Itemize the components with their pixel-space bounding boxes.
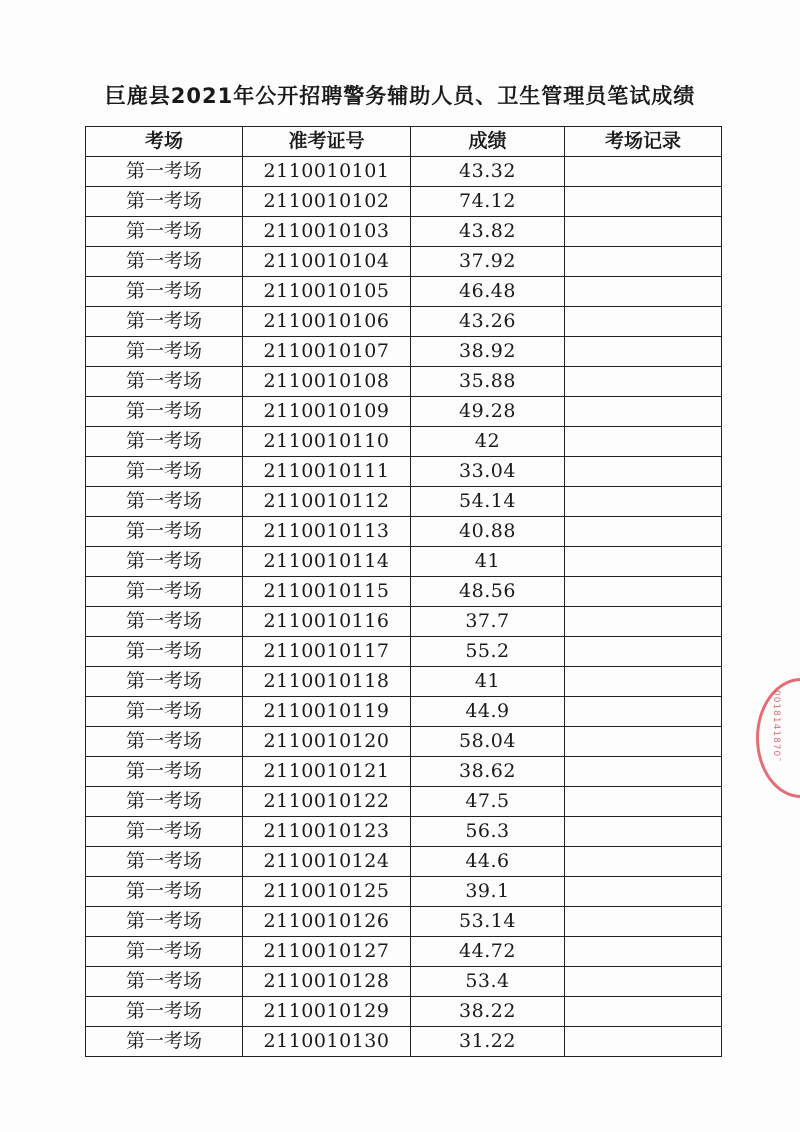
ticket-number-cell: 2110010111 [243, 457, 411, 487]
table-row [86, 997, 722, 1027]
room-record-cell [565, 1027, 722, 1057]
scores-table [85, 126, 722, 1057]
room-record-cell [565, 757, 722, 787]
ticket-number-cell: 2110010105 [243, 277, 411, 307]
score-cell: 38.22 [411, 997, 565, 1027]
score-cell: 53.4 [411, 967, 565, 997]
exam-room-cell: 第一考场 [86, 817, 243, 847]
column-header-room-record: 考场记录 [565, 127, 722, 157]
ticket-number-cell: 2110010103 [243, 217, 411, 247]
ticket-number-cell: 2110010127 [243, 937, 411, 967]
score-cell: 55.2 [411, 637, 565, 667]
table-row [86, 247, 722, 277]
table-row [86, 667, 722, 697]
room-record-cell [565, 337, 722, 367]
room-record-cell [565, 997, 722, 1027]
score-cell: 43.26 [411, 307, 565, 337]
exam-room-cell: 第一考场 [86, 907, 243, 937]
score-cell: 41 [411, 667, 565, 697]
room-record-cell [565, 667, 722, 697]
table-row [86, 757, 722, 787]
room-record-cell [565, 607, 722, 637]
score-cell: 37.7 [411, 607, 565, 637]
table-row [86, 427, 722, 457]
score-cell: 48.56 [411, 577, 565, 607]
room-record-cell [565, 517, 722, 547]
table-row [86, 397, 722, 427]
room-record-cell [565, 277, 722, 307]
room-record-cell [565, 817, 722, 847]
ticket-number-cell: 2110010101 [243, 157, 411, 187]
table-row [86, 847, 722, 877]
table-row [86, 727, 722, 757]
score-cell: 37.92 [411, 247, 565, 277]
score-cell: 44.9 [411, 697, 565, 727]
score-cell: 43.32 [411, 157, 565, 187]
ticket-number-cell: 2110010106 [243, 307, 411, 337]
exam-room-cell: 第一考场 [86, 547, 243, 577]
column-header-ticket-number: 准考证号 [243, 127, 411, 157]
exam-room-cell: 第一考场 [86, 1027, 243, 1057]
exam-room-cell: 第一考场 [86, 757, 243, 787]
column-header-exam-room: 考场 [86, 127, 243, 157]
ticket-number-cell: 2110010120 [243, 727, 411, 757]
seal-stamp-number: 0018141870¯ [771, 690, 781, 763]
exam-room-cell: 第一考场 [86, 307, 243, 337]
exam-room-cell: 第一考场 [86, 667, 243, 697]
ticket-number-cell: 2110010104 [243, 247, 411, 277]
room-record-cell [565, 877, 722, 907]
table-row [86, 157, 722, 187]
exam-room-cell: 第一考场 [86, 397, 243, 427]
exam-room-cell: 第一考场 [86, 487, 243, 517]
ticket-number-cell: 2110010128 [243, 967, 411, 997]
ticket-number-cell: 2110010117 [243, 637, 411, 667]
score-cell: 40.88 [411, 517, 565, 547]
table-row [86, 937, 722, 967]
score-cell: 42 [411, 427, 565, 457]
room-record-cell [565, 697, 722, 727]
table-row [86, 877, 722, 907]
room-record-cell [565, 457, 722, 487]
exam-room-cell: 第一考场 [86, 577, 243, 607]
score-cell: 41 [411, 547, 565, 577]
room-record-cell [565, 427, 722, 457]
table-row [86, 1027, 722, 1057]
exam-room-cell: 第一考场 [86, 607, 243, 637]
score-cell: 39.1 [411, 877, 565, 907]
room-record-cell [565, 967, 722, 997]
ticket-number-cell: 2110010125 [243, 877, 411, 907]
ticket-number-cell: 2110010115 [243, 577, 411, 607]
score-cell: 56.3 [411, 817, 565, 847]
exam-room-cell: 第一考场 [86, 937, 243, 967]
score-cell: 74.12 [411, 187, 565, 217]
exam-room-cell: 第一考场 [86, 427, 243, 457]
ticket-number-cell: 2110010122 [243, 787, 411, 817]
ticket-number-cell: 2110010119 [243, 697, 411, 727]
exam-room-cell: 第一考场 [86, 727, 243, 757]
room-record-cell [565, 157, 722, 187]
score-cell: 44.6 [411, 847, 565, 877]
score-cell: 38.62 [411, 757, 565, 787]
exam-room-cell: 第一考场 [86, 157, 243, 187]
table-row [86, 697, 722, 727]
exam-room-cell: 第一考场 [86, 367, 243, 397]
exam-room-cell: 第一考场 [86, 457, 243, 487]
ticket-number-cell: 2110010114 [243, 547, 411, 577]
room-record-cell [565, 367, 722, 397]
ticket-number-cell: 2110010116 [243, 607, 411, 637]
table-row [86, 217, 722, 247]
exam-room-cell: 第一考场 [86, 277, 243, 307]
score-cell: 58.04 [411, 727, 565, 757]
room-record-cell [565, 907, 722, 937]
score-cell: 49.28 [411, 397, 565, 427]
room-record-cell [565, 487, 722, 517]
score-cell: 38.92 [411, 337, 565, 367]
exam-room-cell: 第一考场 [86, 247, 243, 277]
ticket-number-cell: 2110010108 [243, 367, 411, 397]
room-record-cell [565, 547, 722, 577]
ticket-number-cell: 2110010118 [243, 667, 411, 697]
exam-room-cell: 第一考场 [86, 697, 243, 727]
table-row [86, 457, 722, 487]
ticket-number-cell: 2110010126 [243, 907, 411, 937]
score-cell: 35.88 [411, 367, 565, 397]
exam-room-cell: 第一考场 [86, 517, 243, 547]
room-record-cell [565, 217, 722, 247]
table-row [86, 307, 722, 337]
ticket-number-cell: 2110010102 [243, 187, 411, 217]
exam-room-cell: 第一考场 [86, 967, 243, 997]
ticket-number-cell: 2110010129 [243, 997, 411, 1027]
table-row [86, 487, 722, 517]
room-record-cell [565, 787, 722, 817]
exam-room-cell: 第一考场 [86, 217, 243, 247]
table-row [86, 967, 722, 997]
table-row [86, 907, 722, 937]
room-record-cell [565, 637, 722, 667]
exam-room-cell: 第一考场 [86, 187, 243, 217]
ticket-number-cell: 2110010110 [243, 427, 411, 457]
score-cell: 46.48 [411, 277, 565, 307]
room-record-cell [565, 577, 722, 607]
table-row [86, 517, 722, 547]
room-record-cell [565, 187, 722, 217]
table-row [86, 637, 722, 667]
ticket-number-cell: 2110010124 [243, 847, 411, 877]
ticket-number-cell: 2110010109 [243, 397, 411, 427]
ticket-number-cell: 2110010121 [243, 757, 411, 787]
ticket-number-cell: 2110010112 [243, 487, 411, 517]
score-cell: 43.82 [411, 217, 565, 247]
room-record-cell [565, 847, 722, 877]
ticket-number-cell: 2110010113 [243, 517, 411, 547]
score-cell: 44.72 [411, 937, 565, 967]
table-header-row [86, 127, 722, 157]
exam-room-cell: 第一考场 [86, 877, 243, 907]
score-cell: 33.04 [411, 457, 565, 487]
page-title: 巨鹿县2021年公开招聘警务辅助人员、卫生管理员笔试成绩 [104, 84, 696, 108]
table-body [86, 157, 722, 1057]
table-row [86, 547, 722, 577]
score-cell: 54.14 [411, 487, 565, 517]
room-record-cell [565, 307, 722, 337]
table-row [86, 787, 722, 817]
exam-room-cell: 第一考场 [86, 337, 243, 367]
ticket-number-cell: 2110010123 [243, 817, 411, 847]
column-header-score: 成绩 [411, 127, 565, 157]
score-cell: 53.14 [411, 907, 565, 937]
room-record-cell [565, 727, 722, 757]
table-row [86, 277, 722, 307]
exam-room-cell: 第一考场 [86, 787, 243, 817]
room-record-cell [565, 937, 722, 967]
ticket-number-cell: 2110010107 [243, 337, 411, 367]
exam-room-cell: 第一考场 [86, 847, 243, 877]
score-cell: 31.22 [411, 1027, 565, 1057]
table-row [86, 577, 722, 607]
table-row [86, 607, 722, 637]
room-record-cell [565, 397, 722, 427]
table-row [86, 337, 722, 367]
ticket-number-cell: 2110010130 [243, 1027, 411, 1057]
score-cell: 47.5 [411, 787, 565, 817]
room-record-cell [565, 247, 722, 277]
table-row [86, 187, 722, 217]
exam-room-cell: 第一考场 [86, 637, 243, 667]
exam-room-cell: 第一考场 [86, 997, 243, 1027]
table-row [86, 367, 722, 397]
table-row [86, 817, 722, 847]
